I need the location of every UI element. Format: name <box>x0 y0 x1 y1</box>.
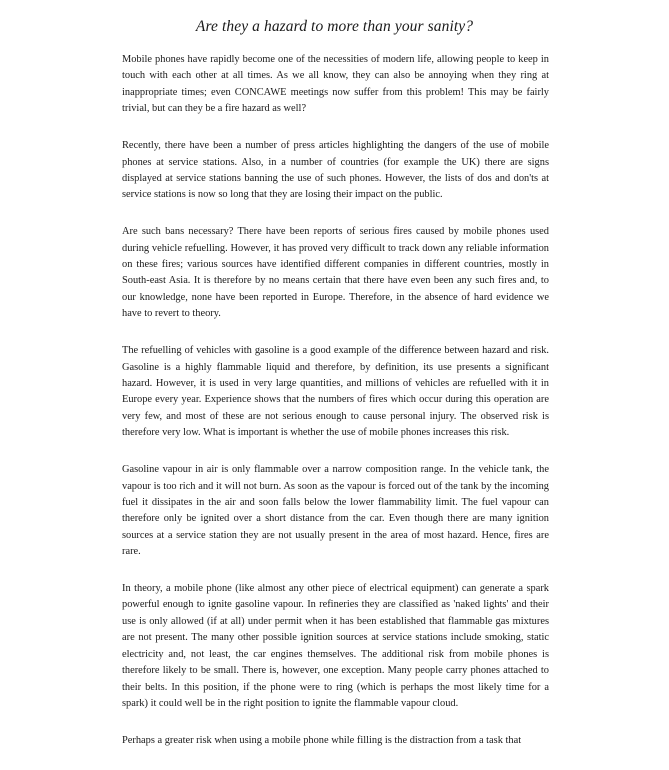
document-body <box>122 52 549 770</box>
paragraph: Perhaps a greater risk when using a mobile phone while filling is the distraction from a task that <box>122 734 522 746</box>
paragraph: Are such bans necessary? There have been reports of serious fires caused by mobile phones used during vehicle refuelling. However, it has proved very difficult to track down any reliable information on these fires; various sources have identified different companies in different countries, mostly in South-east Asia. It is therefore by no means certain that there have even been any such fires and, to our knowledge, none have been reported in Europe. Therefore, in the absence of hard evidence we have to revert to theory. <box>122 226 549 320</box>
paragraph: Recently, there have been a number of press articles highlighting the dangers of the use of mobile phones at service stations. Also, in a number of countries (for example the UK) there are signs displayed at service stations banning the use of such phones. However, the lists of dos and don'ts at service stations is now so long that they are losing their impact on the public. <box>122 140 549 201</box>
document-title: Are they a hazard to more than your sanity? <box>195 18 474 35</box>
paragraph: The refuelling of vehicles with gasoline is a good example of the difference between hazard and risk. Gasoline is a highly flammable liquid and therefore, by definition, its use presents a significant hazard. However, it is used in very large quantities, and millions of vehicles are refuelled with it in Europe every year. Experience shows that the numbers of fires which occur during this operation are very few, and most of these are not serious enough to cause personal injury. The observed risk is therefore very low. What is important is whether the use of mobile phones increases this risk. <box>122 345 549 439</box>
paragraph: Gasoline vapour in air is only flammable over a narrow composition range. In the vehicle tank, the vapour is too rich and it will not burn. As soon as the vapour is forced out of the tank by the incoming fuel it dissipates in the air and soon falls below the lower flammability limit. The fuel vapour can therefore only be ignited over a short distance from the car. Even though there are many ignition sources at a service station they are not usually present in the area of most hazard. Hence, fires are rare. <box>122 464 549 558</box>
paragraph: In theory, a mobile phone (like almost any other piece of electrical equipment) can generate a spark powerful enough to ignite gasoline vapour. In refineries they are classified as 'naked lights' and their use is only allowed (if at all) under permit when it has been established that flammable gas mixtures are not present. The many other possible ignition sources at service stations include smoking, static electricity and, not least, the car engines themselves. The additional risk from mobile phones is therefore likely to be small. There is, however, one exception. Many people carry phones attached to their belts. In this position, if the phone were to ring (which is perhaps the most likely time for a spark) it could well be in the right position to ignite the flammable vapour cloud. <box>122 583 549 709</box>
paragraph: Mobile phones have rapidly become one of the necessities of modern life, allowing people to keep in touch with each other at all times. As we all know, they can also be annoying when they ring at inappropriate times; even CONCAWE meetings now suffer from this problem! This may be fairly trivial, but can they be a fire hazard as well? <box>122 54 549 115</box>
